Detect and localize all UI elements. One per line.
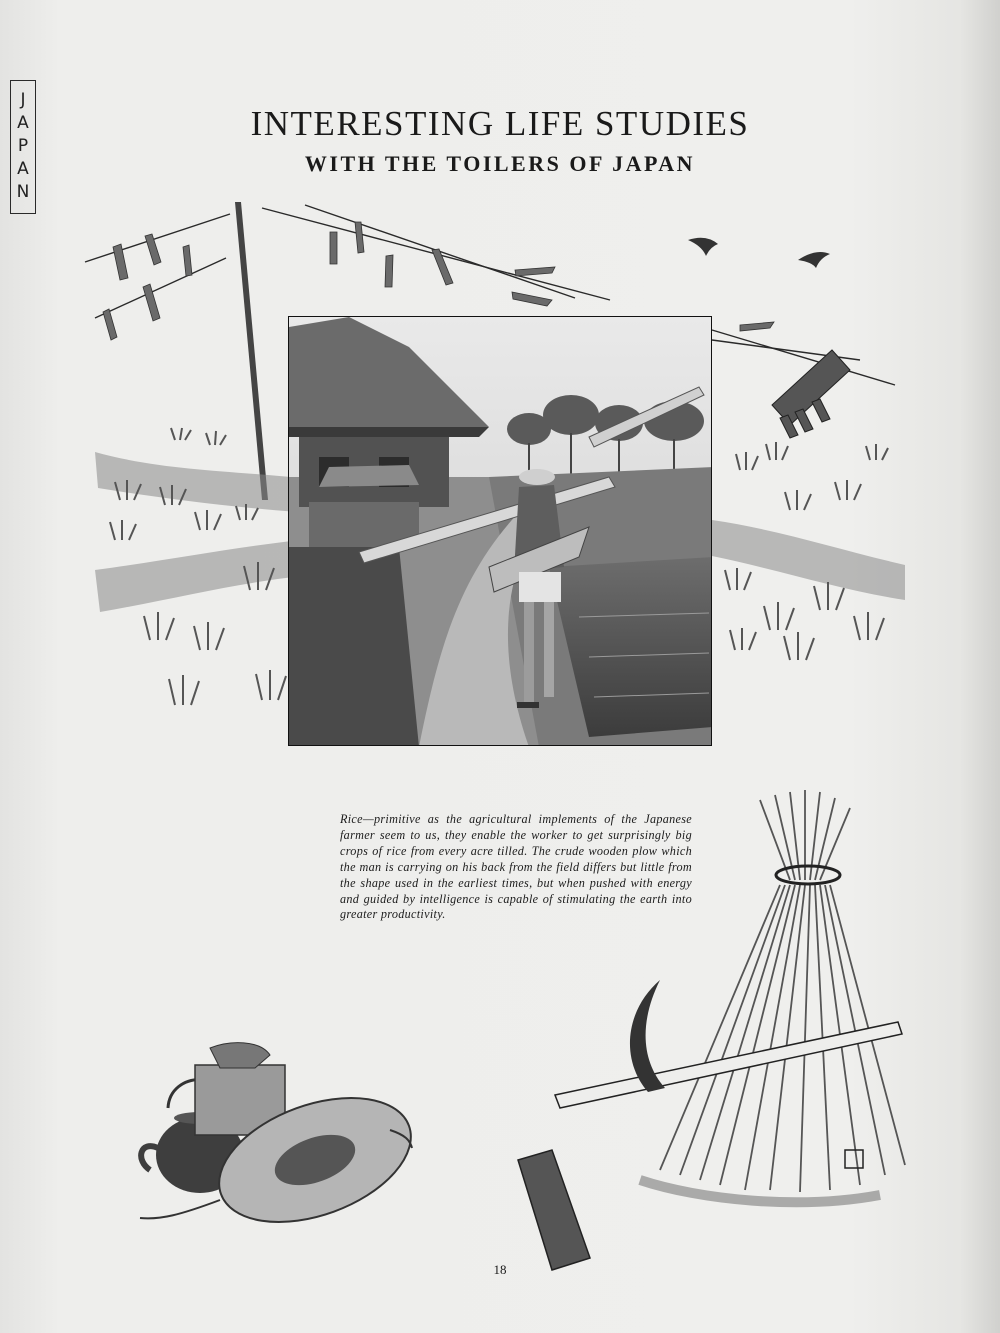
- page-number: 18: [493, 1262, 507, 1277]
- page-subtitle: WITH THE TOILERS OF JAPAN: [304, 151, 696, 176]
- artist-seal-icon: [845, 1150, 863, 1168]
- rice-sheaf-icon: [660, 790, 905, 1192]
- section-tab-label: JAPAN: [13, 89, 33, 205]
- page-title: INTERESTING LIFE STUDIES: [250, 104, 750, 143]
- photo-caption: Rice—primitive as the agricultural implements of the Japanese farmer seem to us, they enable the worker to get surprisingly big crops of rice from every acre tilled. The crude wooden plow which the man is carrying on his back from the field differs but little from the shape used in the earliest times, but when pushed with energy and guided by intelligence is capable of stimulating the earth into greater productivity.: [340, 812, 692, 922]
